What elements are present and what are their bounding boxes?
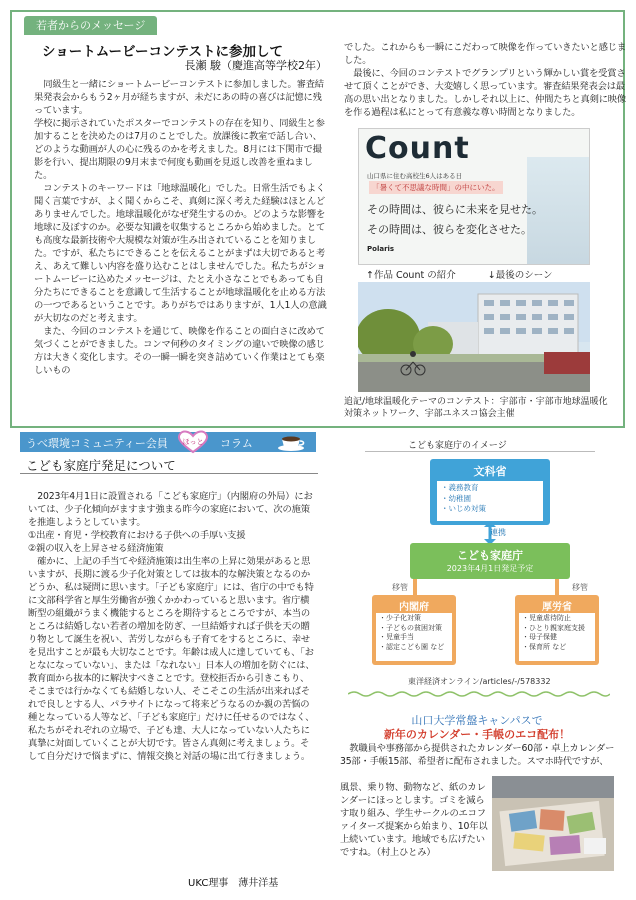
heart-icon <box>176 430 210 454</box>
count-poster-image <box>358 128 590 265</box>
cabinet-item: ・子どもの貧困対策 <box>379 623 442 632</box>
paragraph: 2023年4月1日に設置される「こども家庭庁」（内閣府の外局）においては、少子化傾向がますます強まる昨今の家庭において、次の施策を推進しようとしています。 <box>28 491 313 528</box>
poster-line: その時間は、彼らに未来を見せた。 <box>367 203 543 216</box>
campus-scene-photo <box>358 282 590 392</box>
paragraph: 同級生と一緒にショートムービーコンテストに参加しました。審査結果発表会からもう2ヶ月が経ちますが、未だにあの時の喜びは記憶に残っています。 <box>34 79 324 116</box>
article-author: 長瀬 駿（慶進高等学校2年） <box>184 59 327 72</box>
divider <box>20 473 318 474</box>
poster-line: その時間は、彼らを変化させた。 <box>367 223 532 236</box>
agency-date: 2023年4月1日発足予定 <box>446 564 534 573</box>
article-column-left <box>34 78 330 377</box>
poster-subtitle: 山口県に住む高校生6人はある日 <box>367 172 463 180</box>
mhlw-item: ・保育所 など <box>522 642 567 651</box>
column-banner <box>20 432 316 452</box>
diagram-caption: こども家庭庁のイメージ <box>408 441 507 451</box>
cabinet-office-box <box>372 595 456 665</box>
mhlw-item: ・母子保健 <box>522 633 557 641</box>
calendar-headline: 新年のカレンダー・手帳のエコ配布！ <box>383 728 571 741</box>
diagram-source: 東洋経済オンライン/articles/-/578332 <box>408 677 551 686</box>
calendar-table-photo <box>492 776 614 871</box>
cabinet-item: ・認定こども園 など <box>379 642 445 651</box>
poster-highlight: 「暑くて不思議な時間」の中にいた。 <box>369 181 503 194</box>
paragraph: でした。これからも一瞬にこだわって映像を作っていきたいと感じました。 <box>344 42 626 66</box>
calendar-text: 風景、乗り物、動物など、紙のカレンダーにほっとします。ゴミを減らす取り組み、学生サークルのエコファイターズ提案から始まり、10年以上続いています。地域でも広げたいですね。（村上ひとみ） <box>340 782 488 858</box>
mext-title: 文科省 <box>473 465 507 478</box>
heart-label: ほっと <box>182 438 204 446</box>
column-signature: UKC理事 薄井洋基 <box>188 878 279 889</box>
caption-right: ↓最後のシーン <box>487 270 553 281</box>
paragraph: 最後に、今回のコンテストでグランプリという輝かしい賞を受賞させて頂くことができ、大変嬉しく思っています。審査結果発表会は最高の思い出となりました。しかしそれ以上に、仲間たちと真剣に映像を作る過程は私にとって有意義な尊い時間となりました。 <box>344 68 627 118</box>
article-column-right <box>344 41 626 119</box>
calendar-text: 教職員や事務部から提供されたカレンダー60部・卓上カレンダー35部・手帳15部、希望者に配布されました。スマホ時代ですが、 <box>340 743 615 767</box>
cabinet-items <box>376 613 452 661</box>
paragraph: また、今回のコンテストを通じて、映像を作ることの面白さに改めて気づくことができました。コンマ何秒のタイミングの違いで映像の感じ方は大きく変化します。その一瞬一瞬を突き詰めていく作業はとても楽しいもの <box>34 326 325 376</box>
banner-label: うべ環境コミュニティー会員 <box>26 437 168 450</box>
cabinet-item: ・児童手当 <box>379 633 414 641</box>
poster-team: Polaris <box>367 245 395 253</box>
banner-column-label: コラム <box>220 437 253 450</box>
list-item: ①出産・育児・学校教育における子供への手厚い支援 <box>28 530 246 541</box>
section-tab: 若者からのメッセージ <box>24 16 157 35</box>
caption-left: ↑作品 Count の紹介 <box>366 270 456 281</box>
mhlw-box <box>515 595 599 665</box>
cabinet-item: ・少子化対策 <box>379 614 421 622</box>
transfer-label-left: 移管 <box>392 583 408 592</box>
paragraph: コンテストのキーワードは「地球温暖化」でした。日常生活でもよく聞く言葉ですが、よく聞くからこそ、真剣に深く考えた経験はほとんどありませんでした。地球温暖化がなぜ発生するのか。どのような影響を地球に及ぼすのか。必要な知識を収集するところから始めました。とても高度な最新技術や大規模な対策が生み出されていることを知りました。ですが、私たちにできることを伝えることがまずは大切であると考え、あえて難しい内容を盛り込むことはしませんでした。私たちがショートムービーに込めたメッセージは、たとえ小さなことでもあっても自分たちにできることを意識して生活することが地球温暖化を止める方法の一つであるということです。ありがちではありますが、1人1人の意識が大切なのだと考えます。 <box>34 183 327 324</box>
children-agency-box <box>410 543 570 579</box>
mext-items <box>437 481 543 521</box>
mext-item: ・義務教育 <box>441 483 479 492</box>
campus-scene-illustration <box>358 282 590 392</box>
column-body <box>28 490 318 763</box>
decorative-wave-divider <box>348 690 610 698</box>
poster-title: Count <box>365 131 470 166</box>
mext-box <box>430 459 550 525</box>
mhlw-title: 厚労省 <box>542 602 572 613</box>
agency-title: こども家庭庁 <box>457 549 523 562</box>
mhlw-item: ・児童虐待防止 <box>522 614 571 622</box>
paragraph: 学校に掲示されていたポスターでコンテストの存在を知り、同級生と参加することを決めたのは7月のことでした。放課後に教室で話し合い、どのような動画が人の心に残るのかを考えました。8月には下関市で撮影を行い、提出期限の9月末まで何度も動画を見返し改善を重ねました。 <box>34 118 325 181</box>
paragraph: 確かに、上記の手当てや経済施策は出生率の上昇に効果があると思いますが、長期に渡る少子化対策としては抜本的な解決策となるのかどうか、私は疑問に思います。「子ども家庭庁」には、省庁の中でも特に文部科学省と厚生労働省が強くかかわっていると思います。省庁横断型の組織がうまく機能するところを期待するところですが、本当のところは結婚しない若者の増加を防ぎ、一旦結婚すれば子供を天の贈り物として誕生を祝い、苦労しながらも子育てをするところに、幸せを見出すことが最も大切なことです。年齢は成人に達していても、「おとなになっていない」、または「なれない」日本人の増加を防ぐには、教育面から抜本的に解決すべきことです。登校拒否から引きこもり、そこまでは行かなくても結婚しない人、そこそこの生活が出来ればそれで良しとする人、パラサイトになって将来どうなるのか親の苦悩の種となっている人等など、「子ども家庭庁」だけに任せるのではなく、私たちがそれぞれの立場で、子ども達、大人になっていない人たちに真摯に対面していくことが大切です。皆さん真剣に考えましょう。そして自分だけで悩まずに、情報交換と対話の場に出て行きましょう。 <box>28 556 315 762</box>
calendar-photo-illustration <box>492 776 614 871</box>
calendar-headline-sub: 山口大学常盤キャンパスで <box>411 714 543 727</box>
mhlw-items <box>519 613 595 661</box>
column-title: こども家庭庁発足について <box>26 458 176 473</box>
mext-item: ・いじめ対策 <box>441 504 486 513</box>
link-label: 連携 <box>490 528 506 537</box>
contest-footnote: 追記/地球温暖化テーマのコンテスト：宇部市・宇部市地球温暖化対策ネットワーク、宇部ユネスコ協会主催 <box>344 397 608 419</box>
mext-item: ・幼稚園 <box>441 493 471 503</box>
article-title: ショートムービーコンテストに参加して <box>42 44 283 60</box>
photo-caption <box>366 267 553 281</box>
list-item: ②親の収入を上昇させる経済施策 <box>28 543 164 554</box>
cabinet-title: 内閣府 <box>399 602 429 613</box>
mhlw-item: ・ひとり親家庭支援 <box>522 623 585 632</box>
divider <box>365 451 595 452</box>
coffee-cup-icon <box>276 433 306 451</box>
transfer-label-right: 移管 <box>572 583 588 592</box>
